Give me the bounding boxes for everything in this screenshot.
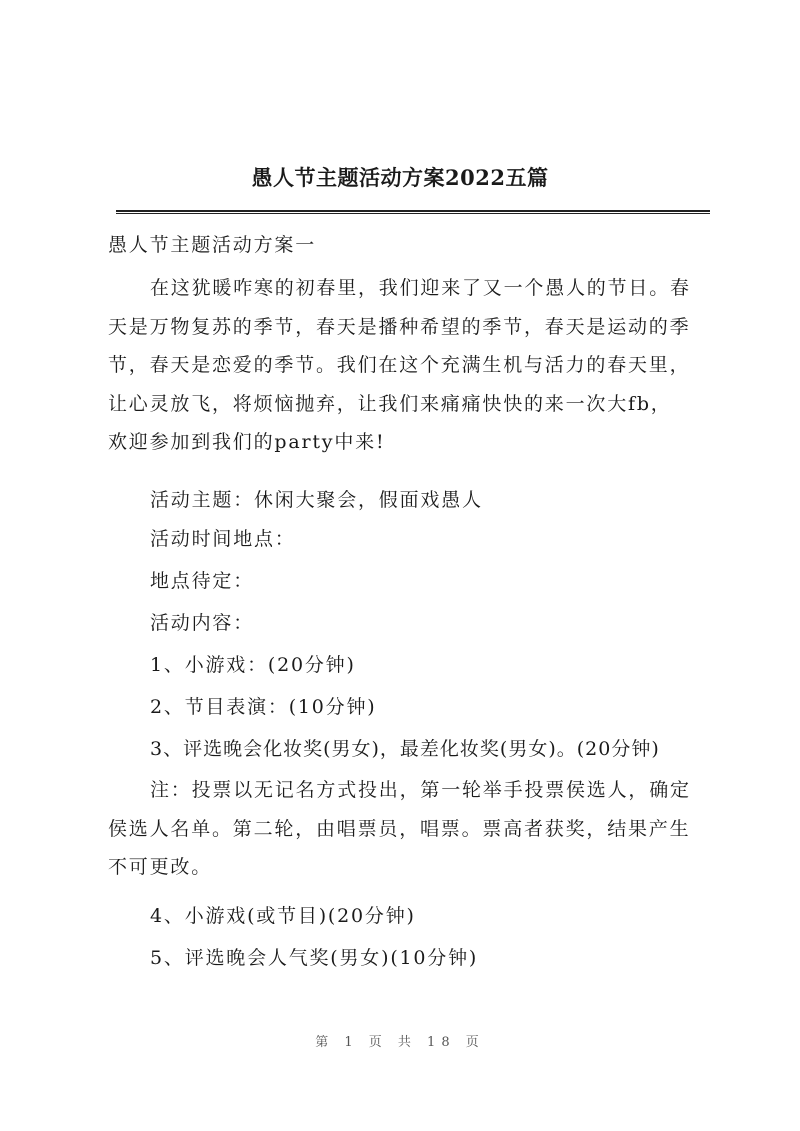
list-item: 3、评选晚会化妆奖(男女)，最差化妆奖(男女)。(20分钟) [150,738,660,760]
list-item: 4、小游戏(或节目)(20分钟) [150,905,416,927]
title-divider [116,210,710,214]
note-paragraph [108,771,712,887]
intro-line: 让心灵放飞，将烦恼抛弃，让我们来痛痛快快的来一次大fb， [108,392,672,415]
intro-line: 在这犹暖咋寒的初春里，我们迎来了又一个愚人的节日。春 [150,277,691,299]
activity-theme: 活动主题：休闲大聚会，假面戏愚人 [150,489,483,511]
activity-place: 地点待定： [150,570,255,592]
intro-paragraph [108,269,712,462]
page-footer: 第 1 页 共 18 页 [315,1035,485,1050]
intro-line: 天是万物复苏的季节，春天是播种希望的季节，春天是运动的季 [108,315,691,338]
note-line: 侯选人名单。第二轮，由唱票员，唱票。票高者获奖，结果产生 [108,817,691,840]
section-heading: 愚人节主题活动方案一 [108,234,317,256]
document-title: 愚人节主题活动方案2022五篇 [251,165,549,190]
intro-line: 节，春天是恋爱的季节。我们在这个充满生机与活力的春天里， [108,354,691,376]
activity-time-place: 活动时间地点： [150,528,296,550]
list-item: 1、小游戏：(20分钟) [150,654,356,676]
list-item: 5、评选晚会人气奖(男女)(10分钟) [150,947,479,969]
note-line: 注：投票以无记名方式投出，第一轮举手投票侯选人，确定 [150,779,691,801]
list-item: 2、节目表演：(10分钟) [150,696,377,718]
intro-line: 欢迎参加到我们的party中来! [108,431,386,453]
note-line: 不可更改。 [108,856,213,878]
activity-content-label: 活动内容： [150,612,255,634]
